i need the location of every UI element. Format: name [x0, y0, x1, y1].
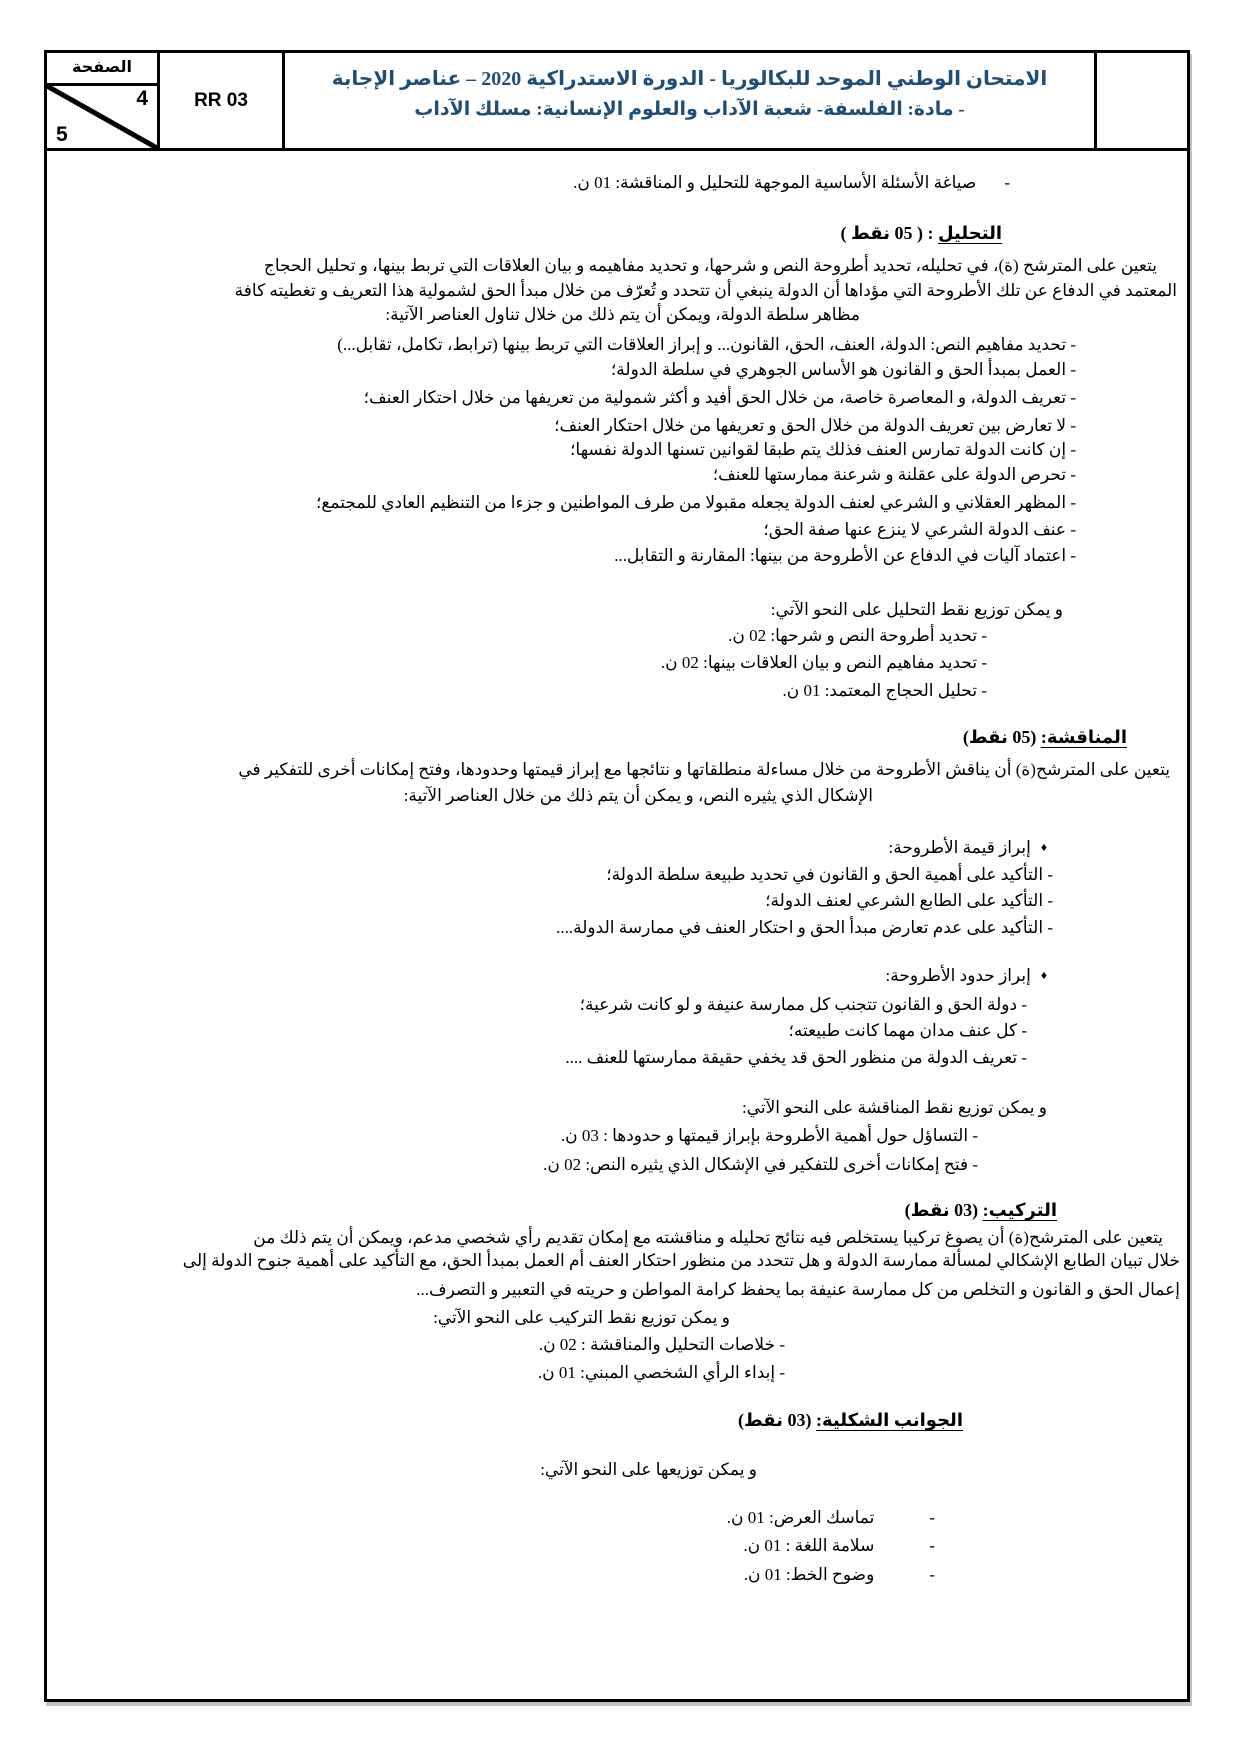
- group-title-text: إبراز حدود الأطروحة:: [885, 966, 1031, 985]
- discussion-paragraph-line: يتعين على المترشح(ة) أن يناقش الأطروحة من خلال مساءلة منطلقاتها و نتائجها مع إبراز قيمتها وحدودها، وفتح إمكانات أخرى للتفكير في: [238, 760, 1170, 779]
- synthesis-distribution-item: - إبداء الرأي الشخصي المبني: 01 ن.: [537, 1363, 785, 1382]
- dash-marker: -: [929, 1508, 935, 1527]
- heading-synthesis-name: التركيب:: [982, 1200, 1057, 1220]
- analysis-bullet: - تحديد مفاهيم النص: الدولة، العنف، الحق، القانون... و إبراز العلاقات التي تربط بينها (ترابط، تكامل، تقابل...): [337, 335, 1076, 354]
- analysis-bullet: - إن كانت الدولة تمارس العنف فذلك يتم طبقا لقوانين تسنها الدولة نفسها؛: [570, 440, 1076, 459]
- discussion-distribution-item: - فتح إمكانات أخرى للتفكير في الإشكال الذي يثيره النص: 02 ن.: [543, 1155, 978, 1174]
- section-heading-synthesis: [905, 1198, 1057, 1223]
- discussion-group-item: - التأكيد على أهمية الحق و القانون في تحديد طبيعة سلطة الدولة؛: [606, 865, 1053, 884]
- discussion-group-item: - التأكيد على الطابع الشرعي لعنف الدولة؛: [765, 891, 1053, 910]
- exam-title-line2: - مادة: الفلسفة- شعبة الآداب والعلوم الإنسانية: مسلك الآداب: [414, 99, 965, 120]
- page-border-frame: [44, 50, 1190, 1702]
- formal-item: [744, 1562, 935, 1587]
- analysis-paragraph-line: مظاهر سلطة الدولة، ويمكن أن يتم ذلك من خلال تناول العناصر الآتية:: [385, 305, 860, 324]
- page-total-number: 5: [56, 123, 68, 146]
- heading-formal-points: (03 نقط): [738, 1410, 816, 1430]
- exam-title-line1: الامتحان الوطني الموحد للبكالوريا - الدورة الاستدراكية 2020 – عناصر الإجابة: [331, 68, 1048, 90]
- analysis-bullet: - المظهر العقلاني و الشرعي لعنف الدولة يجعله مقبولا من طرف المواطنين و جزءا من التنظيم العادي للمجتمع؛: [315, 493, 1076, 512]
- dash-marker: -: [929, 1565, 935, 1584]
- heading-analysis-name: التحليل: [937, 223, 1002, 243]
- page-current-number: 4: [136, 87, 148, 110]
- dash-marker: -: [1004, 173, 1010, 192]
- diamond-bullet-icon: ♦: [1040, 840, 1047, 854]
- analysis-bullet: - عنف الدولة الشرعي لا ينزع عنها صفة الحق؛: [763, 520, 1076, 539]
- analysis-paragraph-line: المعتمد في الدفاع عن تلك الأطروحة التي مؤداها أن الدولة ينبغي أن تتحدد و تُعرّف من خلال مبدأ الحق لشمولية هذا التعريف و تغطيته كافة: [234, 281, 1177, 300]
- formal-item-text: تماسك العرض: 01 ن.: [726, 1508, 875, 1527]
- formal-distribution-intro: و يمكن توزيعها على النحو الآتي:: [540, 1460, 757, 1479]
- exam-code: RR 03: [160, 53, 285, 148]
- discussion-group-item: - كل عنف مدان مهما كانت طبيعته؛: [788, 1021, 1027, 1040]
- synthesis-paragraph-line: يتعين على المترشح(ة) أن يصوغ تركيبا يستخلص فيه نتائج تحليله و مناقشته مع إمكان تقديم رأي شخصي مدعم، ويمكن أن يتم ذلك من: [253, 1228, 1163, 1247]
- synthesis-paragraph-line: إعمال الحق و القانون و التخلص من كل ممارسة عنيفة بما يحفظ كرامة المواطن و حريته في التعبير و التصرف...: [416, 1280, 1180, 1299]
- discussion-distribution-intro: و يمكن توزيع نقط المناقشة على النحو الآتي:: [741, 1098, 1047, 1117]
- header-empty-box: [1097, 53, 1187, 148]
- group-title-text: إبراز قيمة الأطروحة:: [888, 838, 1031, 857]
- formal-item-text: سلامة اللغة : 01 ن.: [743, 1536, 875, 1555]
- heading-discussion-points: (05 نقط): [962, 727, 1041, 747]
- analysis-distribution-item: - تحديد مفاهيم النص و بيان العلاقات بينها: 02 ن.: [660, 653, 987, 672]
- discussion-distribution-item: - التساؤل حول أهمية الأطروحة بإبراز قيمتها و حدودها : 03 ن.: [560, 1126, 978, 1145]
- intro-text: صياغة الأسئلة الأساسية الموجهة للتحليل و المناقشة: 01 ن.: [573, 173, 977, 192]
- analysis-distribution-intro: و يمكن توزيع نقط التحليل على النحو الآتي:: [770, 600, 1063, 619]
- synthesis-distribution-item: - خلاصات التحليل والمناقشة : 02 ن.: [538, 1335, 785, 1354]
- heading-analysis-points: : ( 05 نقط ): [840, 223, 938, 243]
- synthesis-paragraph-line: خلال تبيان الطابع الإشكالي لمسألة ممارسة الدولة و هل تتحدد من منظور احتكار العنف أم العمل بمبدأ الحق، مع التأكيد على أهمية جنوح الدولة إلى: [182, 1251, 1180, 1270]
- discussion-paragraph-line: الإشكال الذي يثيره النص، و يمكن أن يتم ذلك من خلال العناصر الآتية:: [403, 786, 873, 805]
- discussion-group-item: - دولة الحق و القانون تتجنب كل ممارسة عنيفة و لو كانت شرعية؛: [579, 995, 1027, 1014]
- formal-item-text: وضوح الخط: 01 ن.: [743, 1565, 875, 1584]
- analysis-bullet: - اعتماد آليات في الدفاع عن الأطروحة من بينها: المقارنة و التقابل...: [614, 546, 1076, 565]
- formal-item: [727, 1505, 935, 1530]
- analysis-bullet: - تحرص الدولة على عقلنة و شرعنة ممارستها للعنف؛: [712, 465, 1076, 484]
- discussion-group-item: - تعريف الدولة من منظور الحق قد يخفي حقيقة ممارستها للعنف ....: [565, 1048, 1027, 1067]
- page-label: الصفحة: [47, 53, 157, 86]
- analysis-distribution-item: - تحديد أطروحة النص و شرحها: 02 ن.: [728, 626, 987, 645]
- analysis-bullet: - تعريف الدولة، و المعاصرة خاصة، من خلال الحق أفيد و أكثر شمولية من تعريفها من خلال احتكار العنف؛: [363, 388, 1076, 407]
- discussion-group-title: [886, 963, 1048, 990]
- section-heading-formal: [738, 1408, 963, 1433]
- discussion-group-title: [889, 835, 1047, 862]
- header-table: [47, 53, 1187, 151]
- heading-synthesis-points: (03 نقط): [904, 1200, 983, 1220]
- dash-marker: -: [929, 1536, 935, 1555]
- heading-formal-name: الجوانب الشكلية:: [816, 1410, 963, 1430]
- formal-item: [743, 1533, 935, 1558]
- section-heading-analysis: [841, 221, 1003, 246]
- section-heading-discussion: [963, 725, 1127, 750]
- intro-line: [573, 170, 1010, 195]
- discussion-group-item: - التأكيد على عدم تعارض مبدأ الحق و احتكار العنف في ممارسة الدولة....: [556, 918, 1053, 937]
- page-fraction-cell: [47, 86, 157, 148]
- analysis-distribution-item: - تحليل الحجاج المعتمد: 01 ن.: [782, 681, 987, 700]
- synthesis-distribution-intro: و يمكن توزيع نقط التركيب على النحو الآتي:: [433, 1308, 730, 1327]
- heading-discussion-name: المناقشة:: [1040, 727, 1127, 747]
- diamond-bullet-icon: ♦: [1040, 968, 1047, 982]
- analysis-paragraph-line: يتعين على المترشح (ة)، في تحليله، تحديد أطروحة النص و شرحها، و تحديد مفاهيمه و بيان العلاقات التي تربط بينها، و تحليل الحجاج: [263, 256, 1157, 275]
- analysis-bullet: - العمل بمبدأ الحق و القانون هو الأساس الجوهري في سلطة الدولة؛: [610, 360, 1076, 379]
- exam-title-block: [285, 53, 1097, 148]
- analysis-bullet: - لا تعارض بين تعريف الدولة من خلال الحق و تعريفها من خلال احتكار العنف؛: [554, 416, 1076, 435]
- page-number-box: [47, 53, 160, 148]
